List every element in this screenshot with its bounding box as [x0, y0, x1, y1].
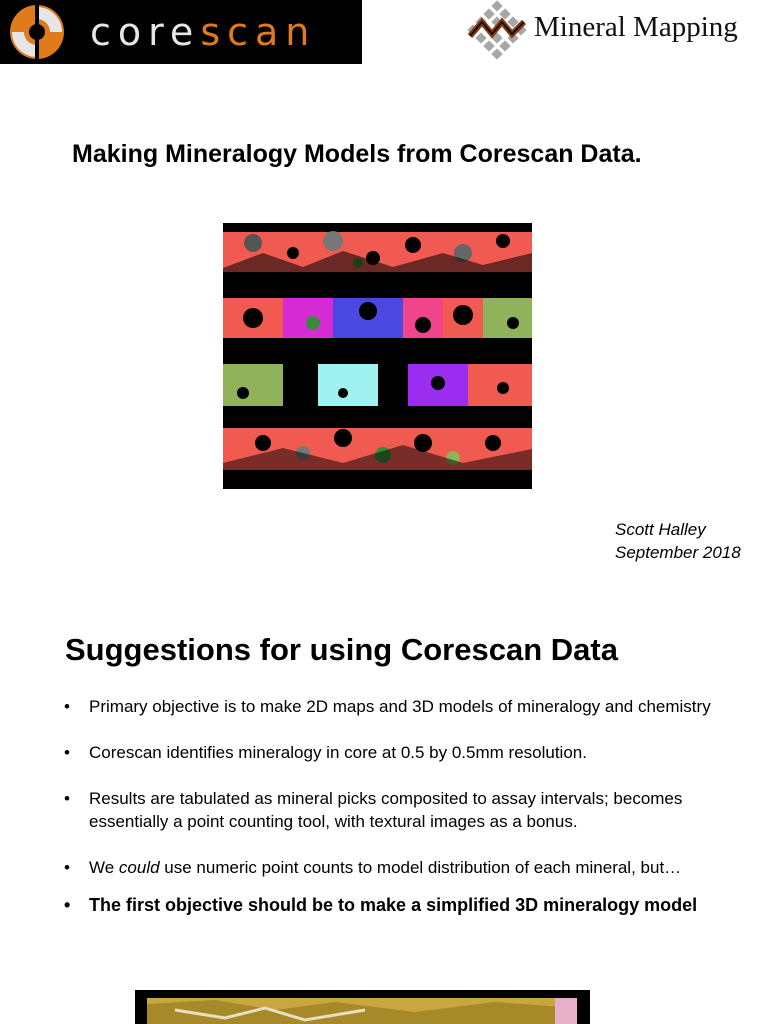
bullet-list	[62, 695, 712, 918]
corescan-swirl-icon	[4, 2, 70, 62]
core-photo-image	[135, 990, 590, 1024]
author-name: Scott Halley	[615, 520, 706, 539]
bullet-marker: •	[64, 895, 71, 915]
bullet-marker: •	[64, 789, 70, 808]
bullet-marker: •	[64, 858, 70, 877]
mineral-mapping-logo	[466, 0, 766, 60]
core-row-2	[223, 298, 532, 338]
bullet-item	[62, 787, 712, 833]
bullet-text: Results are tabulated as mineral picks composited to assay intervals; becomes essentially a point counting tool, with textural images as a bonus.	[89, 789, 683, 831]
bullet-marker: •	[64, 697, 70, 716]
bullet-text: Primary objective is to make 2D maps and 3D models of mineralogy and chemistry	[89, 697, 711, 716]
corescan-word-scan: scan	[200, 10, 317, 54]
bullet-text: use numeric point counts to model distribution of each mineral, but…	[159, 858, 682, 877]
core-row-3	[223, 364, 532, 406]
mineral-mapping-wordmark: Mineral Mapping	[534, 11, 738, 43]
bullet-item	[62, 856, 712, 879]
core-row-1	[223, 231, 532, 272]
corescan-wordmark	[90, 12, 316, 52]
bullet-marker: •	[64, 743, 70, 762]
bullet-item	[62, 695, 712, 718]
bullet-text: We	[89, 858, 119, 877]
corescan-word-core: core	[90, 10, 201, 54]
presentation-date: September 2018	[615, 543, 741, 562]
bullet-item	[62, 893, 712, 918]
section-title: Suggestions for using Corescan Data	[65, 632, 618, 667]
bullet-text: Corescan identifies mineralogy in core at 0.5 by 0.5mm resolution.	[89, 743, 587, 762]
bullet-item	[62, 741, 712, 764]
core-mineral-map-image	[223, 223, 532, 489]
author-block	[615, 518, 741, 564]
bullet-text: The first objective should be to make a simplified 3D mineralogy model	[89, 895, 698, 915]
core-row-4	[223, 428, 532, 470]
diamond-grid-icon	[466, 0, 528, 60]
corescan-logo	[0, 0, 362, 64]
page-title: Making Mineralogy Models from Corescan Data.	[72, 140, 642, 168]
bullet-emphasis: could	[118, 858, 160, 877]
